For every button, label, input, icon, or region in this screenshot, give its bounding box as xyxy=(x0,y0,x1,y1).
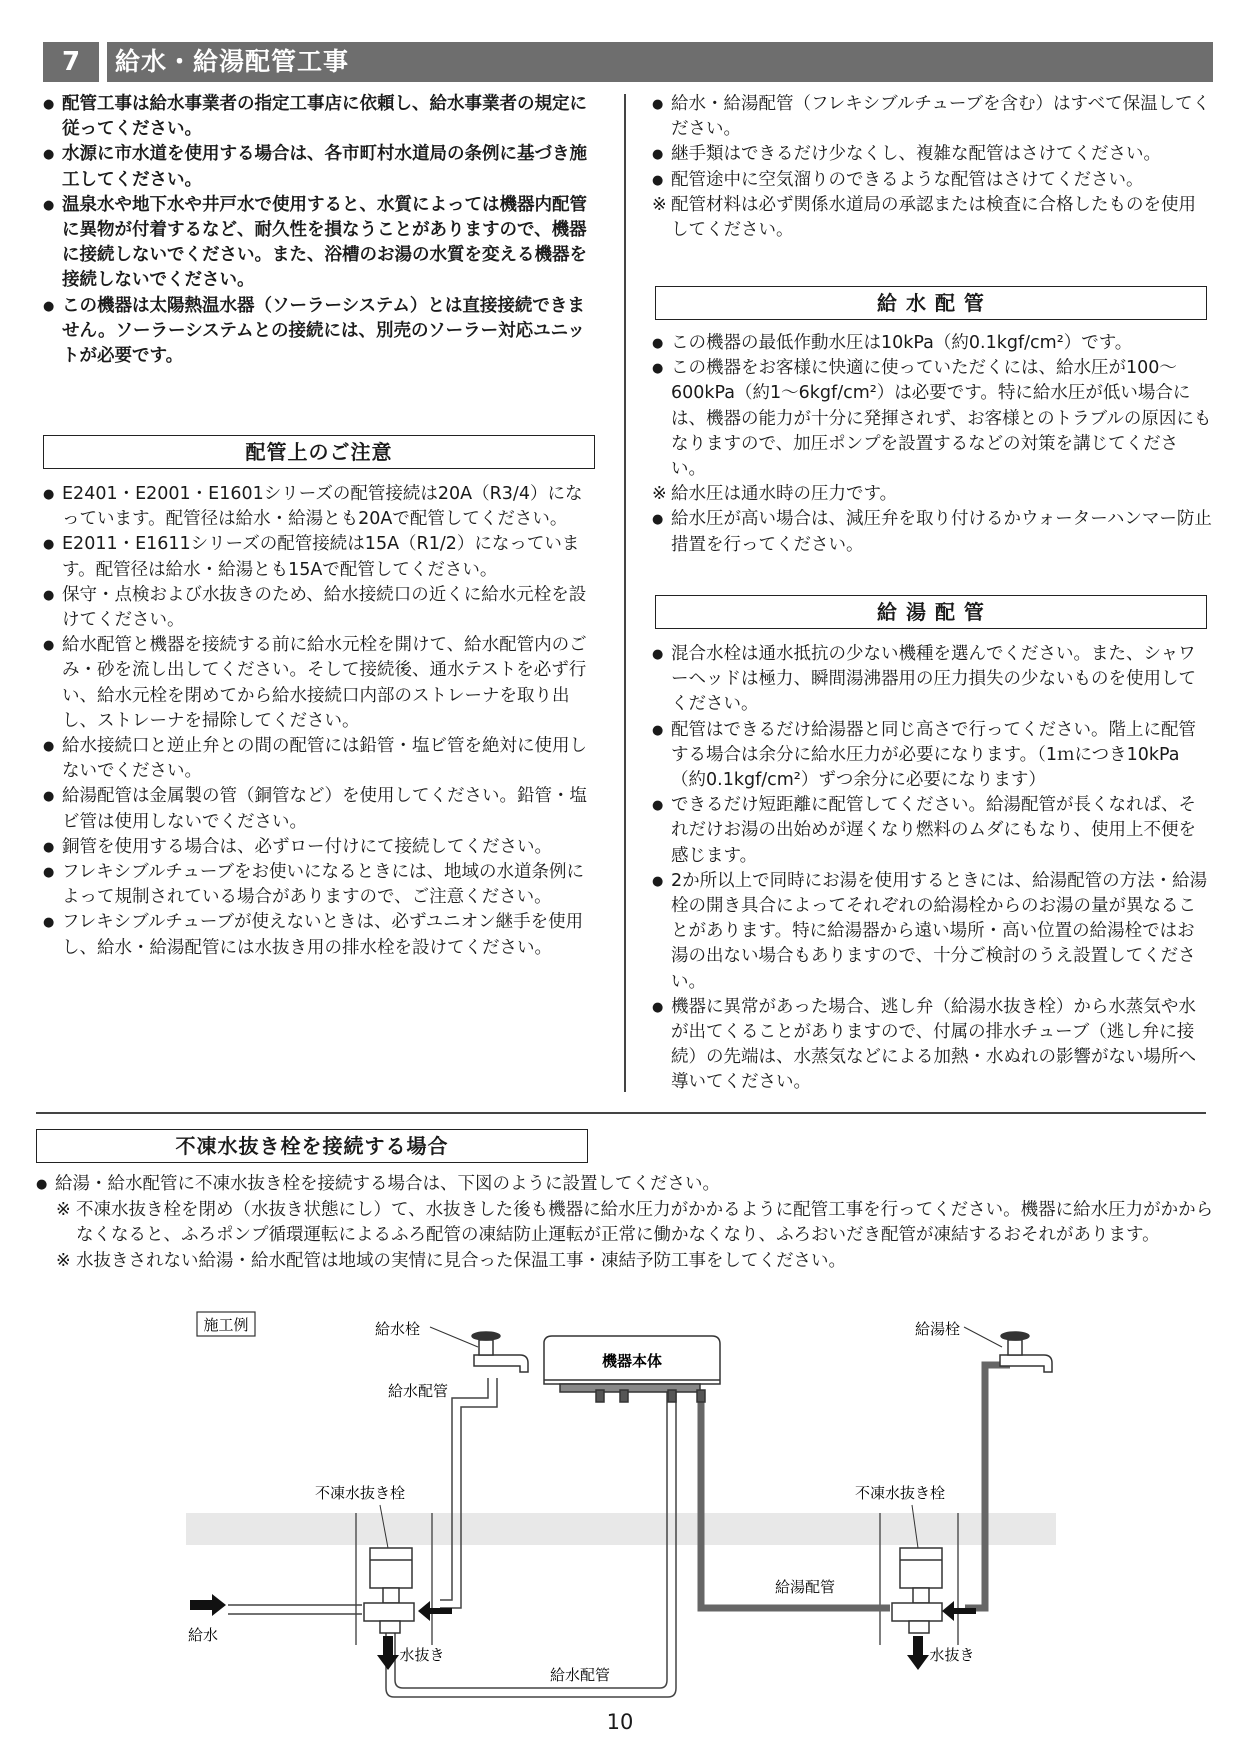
antifreeze-left-label: 不凍水抜き栓 xyxy=(314,1484,406,1502)
arrow-right-valve-icon xyxy=(942,1601,976,1621)
unit-label: 機器本体 xyxy=(601,1352,663,1370)
right-top-item: ● 給水・給湯配管（フレキシブルチューブを含む）はすべて保温してください。 xyxy=(652,92,1212,142)
right-top-item: ● 配管途中に空気溜りのできるような配管はさけてください。 xyxy=(652,168,1212,193)
supply-label: 給水 xyxy=(187,1626,219,1644)
antifreeze-text xyxy=(36,1172,1216,1274)
water-pipe-upper-label: 給水配管 xyxy=(387,1382,448,1400)
hot-tap-icon xyxy=(1000,1332,1052,1372)
caution-list xyxy=(43,482,599,961)
ground-band xyxy=(186,1513,1056,1545)
water-supply-list xyxy=(652,331,1212,558)
arrow-supply-icon xyxy=(190,1594,226,1616)
caution-item: ● 給水接続口と逆止弁との間の配管には鉛管・塩ビ管を絶対に使用しないでください。 xyxy=(43,734,599,784)
section-divider xyxy=(36,1112,1206,1114)
hot-water-riser xyxy=(965,1365,1010,1608)
section-title: 給水・給湯配管工事 xyxy=(115,47,350,76)
page-number: 10 xyxy=(606,1710,634,1734)
caution-item: ● フレキシブルチューブが使えないときは、必ずユニオン継手を使用し、給水・給湯配管には水抜き用の排水栓を設けてください。 xyxy=(43,910,599,960)
column-divider xyxy=(624,94,626,1092)
hot-water-list xyxy=(652,642,1212,1096)
hot-water-item: ● 混合水栓は通水抵抗の少ない機種を選んでください。また、シャワーヘッドは極力、瞬間湯沸器用の圧力損失の少ないものを使用してください。 xyxy=(652,642,1212,718)
hot-water-item: ● 配管はできるだけ給湯器と同じ高さで行ってください。階上に配管する場合は余分に給水圧力が必要になります。（1ｍにつき10kPa（約0.1kgf/cm²）ずつ余分に必要になります） xyxy=(652,718,1212,794)
section-number: 7 xyxy=(61,47,81,77)
drain-right-label: 水抜き xyxy=(929,1646,975,1664)
intro-item: ● この機器は太陽熱温水器（ソーラーシステム）とは直接接続できません。ソーラーシステムとの接続には、別売のソーラー対応ユニットが必要です。 xyxy=(43,294,599,370)
hot-water-item: ● 2か所以上で同時にお湯を使用するときには、給湯配管の方法・給湯栓の開き具合によってそれぞれの給湯栓からのお湯の量が異なることがあります。特に給湯器から遠い場所・高い位置の給湯栓ではお湯の出ない場合もありますので、十分ご検討のうえ設置してください。 xyxy=(652,869,1212,995)
water-supply-item: ● この機器の最低作動水圧は10kPa（約0.1kgf/cm²）です。 xyxy=(652,331,1212,356)
water-supply-item: ● この機器をお客様に快適に使っていただくには、給水圧が100～600kPa（約1～6kgf/cm²）は必要です。特に給水圧が低い場合には、機器の能力が十分に発揮されず、お客様とのトラブルの原因にもなりますので、加圧ポンプを設置するなどの対策を講じてください。 xyxy=(652,356,1212,482)
caution-item: ● 銅管を使用する場合は、必ずロー付けにて接続してください。 xyxy=(43,835,599,860)
antifreeze-right-label: 不凍水抜き栓 xyxy=(854,1484,946,1502)
caution-heading: 配管上のご注意 xyxy=(43,435,595,469)
section-header xyxy=(43,42,1213,82)
arrow-drain-right-icon xyxy=(907,1636,929,1670)
left-column xyxy=(43,92,599,369)
hot-water-item: ● 機器に異常があった場合、逃し弁（給湯水抜き栓）から水蒸気や水が出てくることがありますので、付属の排水チューブ（逃し弁に接続）の先端は、水蒸気などによる加熱・水ぬれの影響がない場所へ導いてください。 xyxy=(652,995,1212,1096)
hot-tap-label: 給湯栓 xyxy=(914,1320,960,1338)
arrow-left-valve-icon xyxy=(418,1601,452,1621)
caution-item: ● 保守・点検および水抜きのため、給水接続口の近くに給水元栓を設けてください。 xyxy=(43,583,599,633)
water-tap-icon xyxy=(472,1332,528,1372)
hot-water-heading: 給 湯 配 管 xyxy=(655,595,1207,629)
water-supply-item: ● 給水圧が高い場合は、減圧弁を取り付けるかウォーターハンマー防止措置を行ってください。 xyxy=(652,507,1212,557)
antifreeze-valve-left xyxy=(364,1548,414,1633)
water-supply-heading: 給 水 配 管 xyxy=(655,286,1207,320)
caution-item: ● 給湯配管は金属製の管（銅管など）を使用してください。鉛管・塩ビ管は使用しないでください。 xyxy=(43,784,599,834)
antifreeze-note: ※ 不凍水抜き栓を閉め（水抜き状態にし）て、水抜きした後も機器に給水圧力がかかるように配管工事を行ってください。機器に給水圧力がかからなくなると、ふろポンプ循環運転によるふろ配管の凍結防止運転が正常に働かなくなり、ふろおいだき配管が凍結するおそれがあります。 xyxy=(36,1198,1216,1249)
caution-item: ● E2011・E1611シリーズの配管接続は15A（R1/2）になっています。配管径は給水・給湯とも15Aで配管してください。 xyxy=(43,532,599,582)
antifreeze-heading: 不凍水抜き栓を接続する場合 xyxy=(36,1129,588,1163)
section-header-divider xyxy=(99,42,107,82)
hot-pipe-label: 給湯配管 xyxy=(774,1578,836,1596)
installation-diagram xyxy=(0,1300,1240,1710)
caution-item: ● E2401・E2001・E1601シリーズの配管接続は20A（R3/4）になっています。配管径は給水・給湯とも20Aで配管してください。 xyxy=(43,482,599,532)
intro-item: ● 温泉水や地下水や井戸水で使用すると、水質によっては機器内配管に異物が付着するなど、耐久性を損なうことがありますので、機器に接続しないでください。また、浴槽のお湯の水質を変える機器を接続しないでください。 xyxy=(43,193,599,294)
intro-item: ● 水源に市水道を使用する場合は、各市町村水道局の条例に基づき施工してください。 xyxy=(43,142,599,192)
right-top-note: ※ 配管材料は必ず関係水道局の承認または検査に合格したものを使用してください。 xyxy=(652,193,1212,243)
antifreeze-valve-right xyxy=(892,1548,942,1633)
caution-item: ● フレキシブルチューブをお使いになるときには、地域の水道条例によって規制されている場合がありますので、ご注意ください。 xyxy=(43,860,599,910)
water-supply-note: ※ 給水圧は通水時の圧力です。 xyxy=(652,482,1212,507)
right-top-list xyxy=(652,92,1212,243)
antifreeze-item: ● 給湯・給水配管に不凍水抜き栓を接続する場合は、下図のように設置してください。 xyxy=(36,1172,1216,1198)
antifreeze-note: ※ 水抜きされない給湯・給水配管は地域の実情に見合った保温工事・凍結予防工事をしてください。 xyxy=(36,1249,1216,1275)
caution-item: ● 給水配管と機器を接続する前に給水元栓を開けて、給水配管内のごみ・砂を流し出してください。そして接続後、通水テストを必ず行い、給水元栓を閉めてから給水接続口内部のストレーナを取り出し、ストレーナを掃除してください。 xyxy=(43,633,599,734)
hot-water-item: ● できるだけ短距離に配管してください。給湯配管が長くなれば、それだけお湯の出始めが遅くなり燃料のムダにもなり、使用上不便を感じます。 xyxy=(652,793,1212,869)
water-pipe-lower-label: 給水配管 xyxy=(549,1666,611,1684)
intro-item: ● 配管工事は給水事業者の指定工事店に依頼し、給水事業者の規定に従ってください。 xyxy=(43,92,599,142)
drain-left-label: 水抜き xyxy=(399,1646,445,1664)
example-label: 施工例 xyxy=(203,1316,249,1334)
right-top-item: ● 継手類はできるだけ少なくし、複雑な配管はさけてください。 xyxy=(652,142,1212,167)
water-tap-label: 給水栓 xyxy=(374,1320,420,1338)
